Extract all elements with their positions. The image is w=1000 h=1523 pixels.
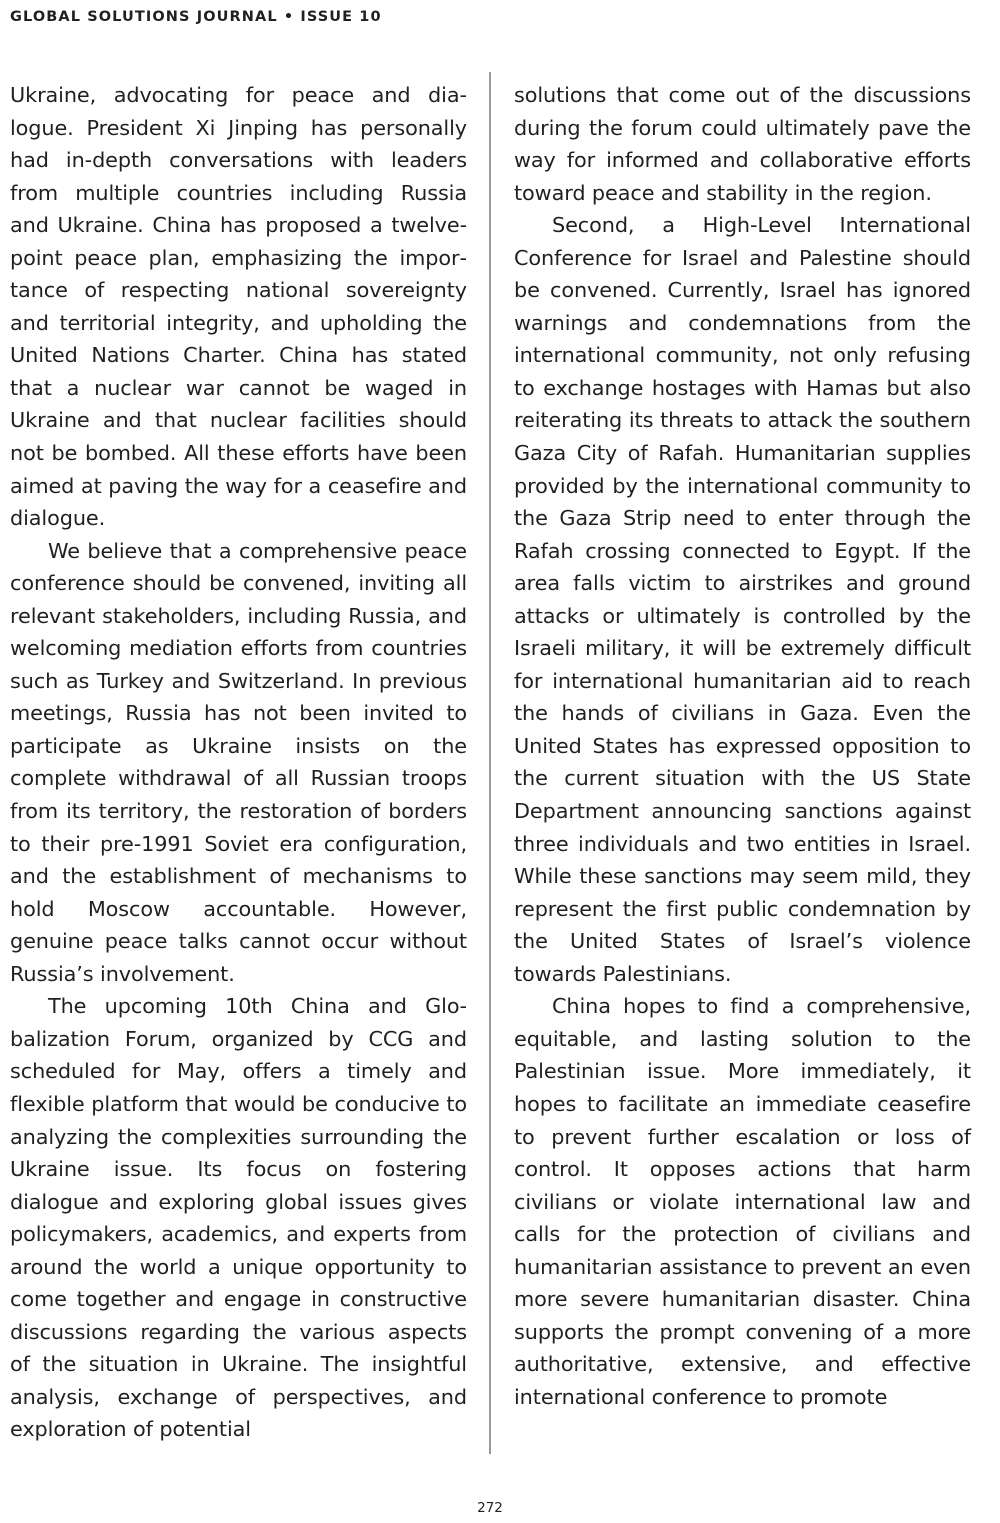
paragraph-continued: solutions that come out of the discussions during the forum could ultimately pave the way for informed and collaborative efforts toward peace and stability in the region. (514, 83, 971, 205)
paragraph-continued: Ukraine, advocating for peace and dialogue. President Xi Jinping has personally had in-depth conversations with leaders from multiple countries including Russia and Ukraine. China has proposed a twelve-point peace plan, emphasizing the importance of respecting national sovereignty and territorial integrity, and upholding the United Nations Charter. China has stated that a nuclear war cannot be waged in Ukraine and that nuclear facilities should not be bombed. All these efforts have been aimed at paving the way for a ceasefire and dialogue. (10, 83, 467, 531)
paragraph: China hopes to find a comprehensive, equitable, and lasting solution to the Palestinian issue. More immediately, it hopes to facilitate an immediate ceasefire to prevent further escalation or loss of control. It opposes actions that harm civilians or violate international law and calls for the protection of civilians and humanitarian assistance to prevent an even more severe humanitarian disaster. China supports the prompt convening of a more authoritative, extensive, and effective international conference to promote (514, 994, 971, 1409)
paragraph: Second, a High-Level International Conference for Israel and Palestine should be convened. Currently, Israel has ignored warnings and condemnations from the international community, not only refusing to exchange hostages with Hamas but also reiterating its threats to attack the southern Gaza City of Rafah. Humanitarian supplies provided by the international community to the Gaza Strip need to enter through the Rafah crossing connected to Egypt. If the area falls victim to airstrikes and ground attacks or ultimately is controlled by the Israeli military, it will be extremely difficult for international humanitarian aid to reach the hands of civilians in Gaza. Even the United States has expressed opposition to the current situation with the US State Department announcing sanctions against three individuals and two entities in Israel. While these sanctions may seem mild, they represent the first public condemnation by the United States of Israel’s violence towards Palestinians. (514, 213, 971, 986)
running-header: GLOBAL SOLUTIONS JOURNAL • ISSUE 10 (10, 9, 382, 25)
left-column (10, 79, 467, 1446)
paragraph: We believe that a comprehensive peace conference should be convened, inviting all relevant stakeholders, including Russia, and welcoming mediation efforts from countries such as Turkey and Switzerland. In previous meetings, Russia has not been invited to participate as Ukraine insists on the complete withdrawal of all Russian troops from its territory, the restoration of borders to their pre-1991 Soviet era configuration, and the establishment of mechanisms to hold Moscow accountable. However, genuine peace talks cannot occur without Russia’s involvement. (10, 538, 467, 986)
right-column (514, 79, 971, 1413)
column-divider (489, 72, 491, 1454)
paragraph: The upcoming 10th China and Globalization Forum, organized by CCG and scheduled for May, offers a timely and flexible platform that would be conducive to analyzing the complexities surrounding the Ukraine issue. Its focus on fostering dialogue and exploring global issues gives policymakers, academics, and experts from around the world a unique opportunity to come together and engage in constructive discussions regarding the various aspects of the situation in Ukraine. The insightful analysis, exchange of perspectives, and exploration of potential (10, 994, 467, 1442)
page-number: 272 (477, 1500, 503, 1516)
